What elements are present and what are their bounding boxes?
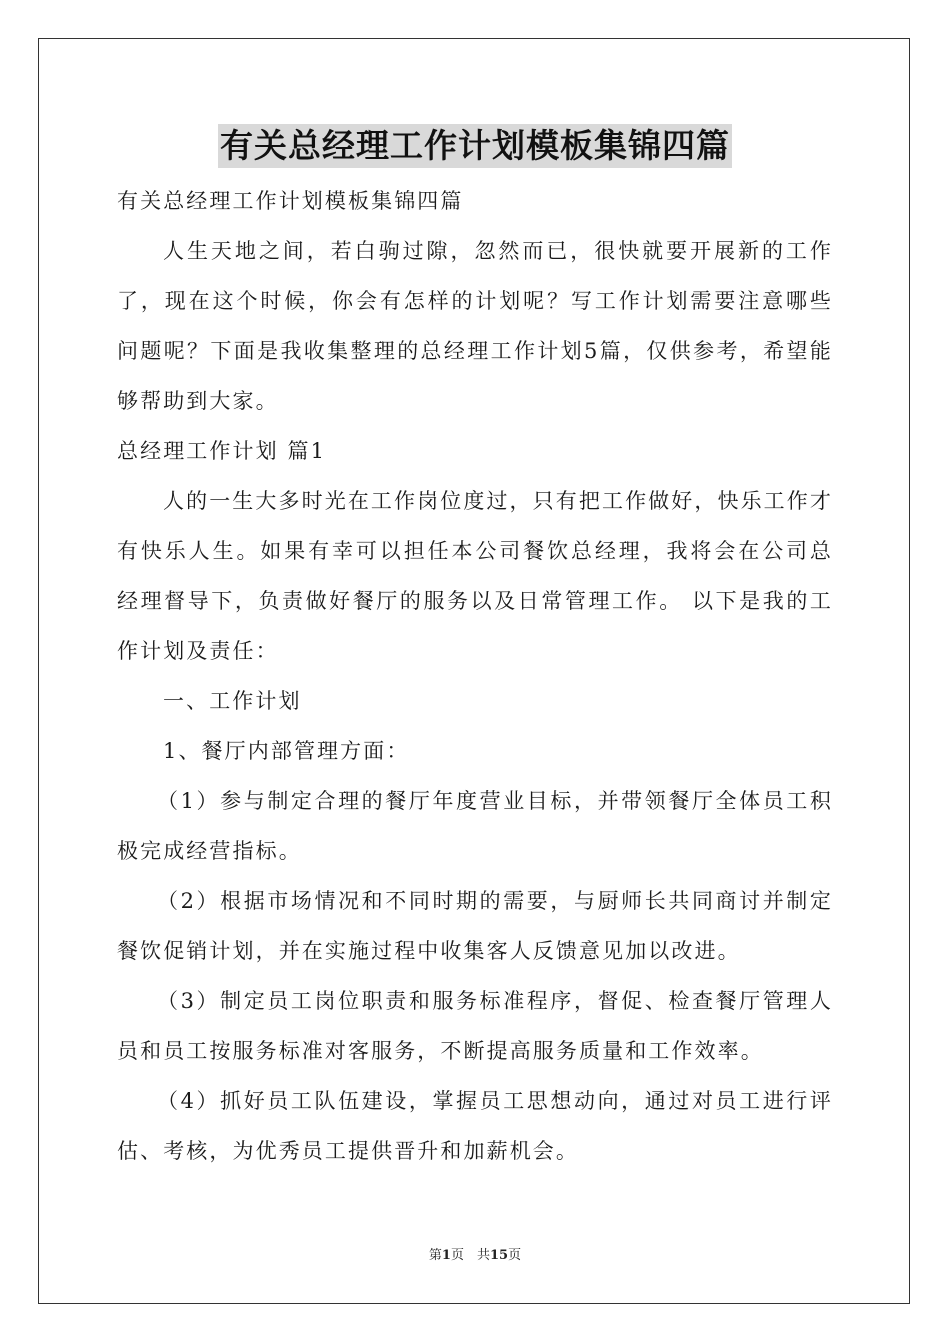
page-total: 15 (489, 1248, 509, 1263)
document-title: 有关总经理工作计划模板集锦四篇 (218, 124, 732, 168)
list-item: （2）根据市场情况和不同时期的需要，与厨师长共同商讨并制定餐饮促销计划，并在实施过程中收集客人反馈意见加以改进。 (117, 889, 833, 963)
intro-paragraph: 人生天地之间，若白驹过隙，忽然而已，很快就要开展新的工作了，现在这个时候，你会有怎样的计划呢？写工作计划需要注意哪些问题呢？下面是我收集整理的总经理工作计划5篇，仅供参考，希望能够帮助到大家。 (117, 239, 833, 413)
sub-heading: 1、餐厅内部管理方面： (163, 739, 410, 763)
part-heading: 一、工作计划 (163, 689, 302, 713)
section-heading: 总经理工作计划 篇1 (117, 439, 327, 463)
page-current: 1 (441, 1248, 451, 1263)
list-item: （3）制定员工岗位职责和服务标准程序，督促、检查餐厅管理人员和员工按服务标准对客服务，不断提高服务质量和工作效率。 (117, 989, 833, 1063)
page-footer (0, 1244, 950, 1263)
document-subtitle: 有关总经理工作计划模板集锦四篇 (117, 189, 464, 213)
section-intro-paragraph: 人的一生大多时光在工作岗位度过，只有把工作做好，快乐工作才有快乐人生。如果有幸可以担任本公司餐饮总经理，我将会在公司总经理督导下，负责做好餐厅的服务以及日常管理工作。 以下是我的工作计划及责任： (117, 489, 833, 663)
list-item: （1）参与制定合理的餐厅年度营业目标，并带领餐厅全体员工积极完成经营指标。 (117, 789, 833, 863)
page-mid: 页 共 (450, 1248, 490, 1263)
page-prefix: 第 (428, 1248, 442, 1263)
title-container (0, 124, 950, 168)
page-suffix: 页 (508, 1248, 522, 1263)
list-item: （4）抓好员工队伍建设，掌握员工思想动向，通过对员工进行评估、考核，为优秀员工提供晋升和加薪机会。 (117, 1089, 833, 1163)
document-body (117, 176, 833, 1176)
